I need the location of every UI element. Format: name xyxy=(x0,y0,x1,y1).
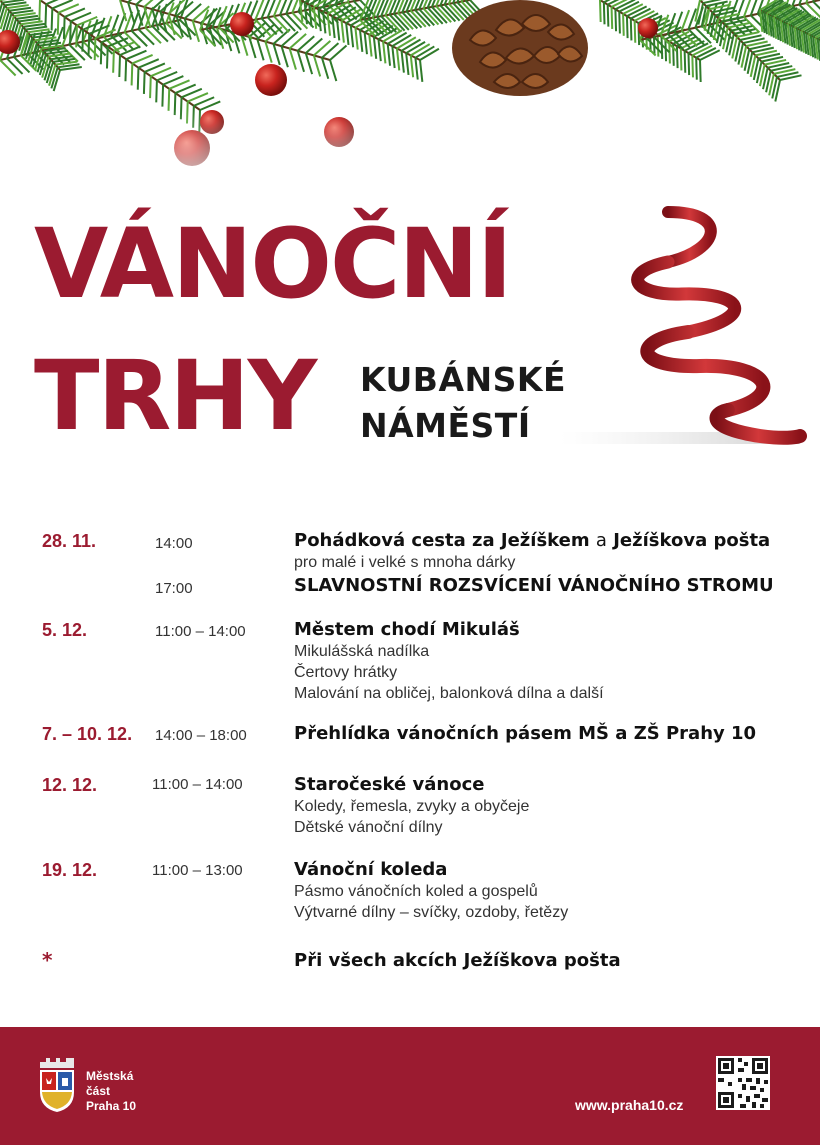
footer-bar xyxy=(0,1027,820,1145)
event-detail: Výtvarné dílny – svíčky, ozdoby, řetězy xyxy=(294,904,569,921)
event-time: 17:00 xyxy=(155,580,193,597)
event-date: 19. 12. xyxy=(42,860,98,880)
event-detail: Malování na obličej, balonková dílna a další xyxy=(294,685,604,702)
event-description xyxy=(294,575,774,597)
event-description xyxy=(294,723,756,745)
event-description xyxy=(294,774,529,838)
ribbon-tree-image xyxy=(560,200,820,460)
event-title: Přehlídka vánočních pásem MŠ a ZŠ Prahy 10 xyxy=(294,723,757,744)
coat-of-arms-icon xyxy=(38,1058,76,1112)
event-detail: Pásmo vánočních koled a gospelů xyxy=(294,883,538,900)
qr-code-icon xyxy=(716,1056,770,1110)
event-time: 14:00 – 18:00 xyxy=(155,727,247,744)
event-title-part: Pohádková cesta za Ježíškem xyxy=(294,530,590,551)
event-description xyxy=(294,530,770,573)
star-icon: * xyxy=(42,948,53,972)
event-title: Staročeské vánoce xyxy=(294,774,485,795)
event-detail: Dětské vánoční dílny xyxy=(294,819,443,836)
subtitle-line-2: NÁMĚSTÍ xyxy=(360,406,531,445)
event-date: 12. 12. xyxy=(42,775,98,795)
event-title: SLAVNOSTNÍ ROZSVÍCENÍ VÁNOČNÍHO STROMU xyxy=(294,575,774,596)
event-title: Městem chodí Mikuláš xyxy=(294,619,520,640)
event-description xyxy=(294,950,621,972)
note-text: Při všech akcích Ježíškova pošta xyxy=(294,950,621,971)
event-detail: pro malé i velké s mnoha dárky xyxy=(294,554,516,571)
christmas-branches-decoration xyxy=(0,0,820,200)
event-time: 11:00 – 14:00 xyxy=(155,623,246,640)
event-detail: Čertovy hrátky xyxy=(294,664,398,681)
org-name xyxy=(86,1069,136,1114)
event-time: 14:00 xyxy=(155,535,193,552)
event-title-part: Ježíškova pošta xyxy=(613,530,771,551)
event-time: 11:00 – 14:00 xyxy=(152,776,243,793)
event-title xyxy=(294,530,770,552)
title-line-2: TRHY xyxy=(34,340,316,452)
event-detail: Mikulášská nadílka xyxy=(294,643,430,660)
event-time: 11:00 – 13:00 xyxy=(152,862,243,879)
event-description xyxy=(294,619,604,704)
website-link[interactable]: www.praha10.cz xyxy=(575,1097,684,1113)
event-date: 28. 11. xyxy=(42,531,97,551)
org-name-line: část xyxy=(86,1084,111,1098)
event-title-conjunction: a xyxy=(595,530,607,551)
event-detail: Koledy, řemesla, zvyky a obyčeje xyxy=(294,798,530,815)
title-line-1: VÁNOČNÍ xyxy=(34,208,511,320)
event-title: Vánoční koleda xyxy=(294,859,448,880)
event-description xyxy=(294,859,568,923)
event-date: 7. – 10. 12. xyxy=(42,724,133,744)
subtitle-line-1: KUBÁNSKÉ xyxy=(360,360,566,399)
event-date: 5. 12. xyxy=(42,620,88,640)
org-name-line: Městská xyxy=(86,1069,134,1083)
org-name-line: Praha 10 xyxy=(86,1099,137,1113)
